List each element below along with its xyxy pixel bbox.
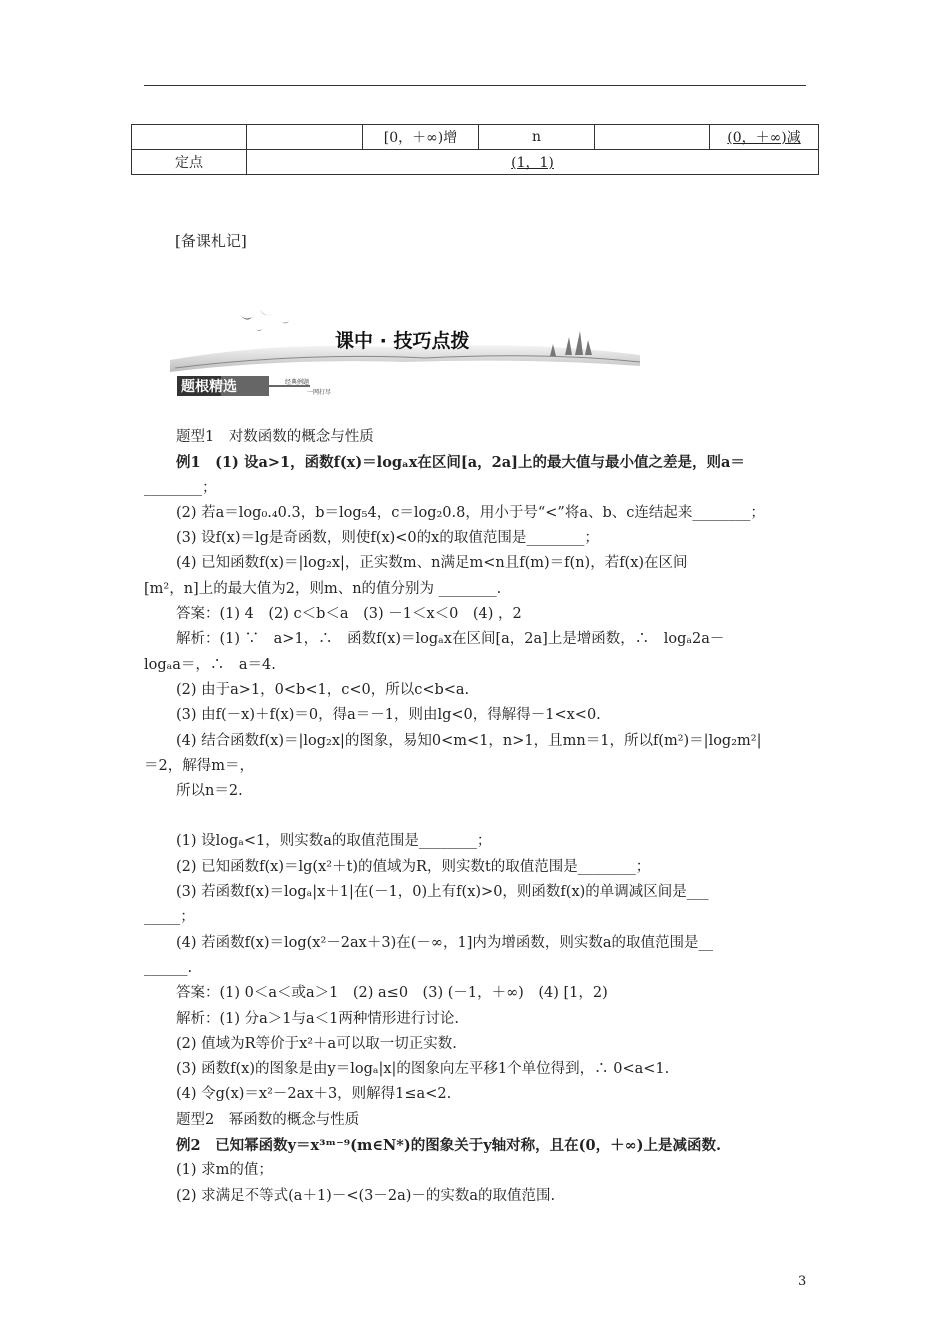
table-row-label: 定点 [132,150,247,175]
text-line: logₐa＝，∴ a＝4. [144,656,276,673]
table-row [132,125,819,150]
text-line: ＝2，解得m＝， [144,757,254,774]
banner-subtitle: 题根精选 [181,379,237,395]
table-cell: n [479,125,595,150]
prep-notes-label: [备课札记] [175,232,247,250]
banner-title: 课中 · 技巧点拨 [335,330,470,352]
birds-icon [240,310,289,331]
table-cell [595,125,710,150]
section-banner [165,300,645,400]
answer-line: 答案：(1) 0＜a＜或a＞1 (2) a≤0 (3) (－1，＋∞) (4) [1，2) [176,985,608,1002]
text-line: ________； [144,479,217,496]
table-cell: (1，1) [247,150,819,175]
analysis-line: 解析：(1) ∵ a>1，∴ 函数f(x)＝logₐx在区间[a，2a]上是增函数，∴ logₐ2a－ [176,631,725,648]
text-line: (3) 若函数f(x)＝logₐ|x＋1|在(－1，0)上有f(x)>0，则函数f(x)的单调减区间是___ [176,884,709,901]
text-line: _____； [144,909,195,926]
banner-tag-1: 经典例题 [285,379,310,386]
text-line: (1) 设logₐ<1，则实数a的取值范围是________； [176,833,492,850]
table-cell [247,125,363,150]
text-line: (2) 由于a>1，0<b<1，c<0，所以c<b<a. [176,681,470,698]
text-line: [m²，n]上的最大值为2，则m、n的值分别为 ________. [144,580,502,597]
page-number: 3 [798,1274,807,1289]
analysis-line: 解析：(1) 分a＞1与a＜1两种情形进行讨论. [176,1010,459,1027]
example-1-line: 例1 (1) 设a>1，函数f(x)＝logₐx在区间[a，2a]上的最大值与最小值之差是，则a＝ [176,454,745,472]
table-row [132,150,819,175]
text-line: (2) 已知函数f(x)＝lg(x²＋t)的值域为R，则实数t的取值范围是________； [176,858,651,875]
text-line: 所以n＝2. [176,783,243,800]
text-line: (2) 若a＝log₀.₄0.3，b＝log₅4，c＝log₂0.8，用小于号“<”将a、b、c连结起来________； [176,504,765,521]
header-rule [144,85,806,86]
properties-table [131,124,819,175]
text-line: (2) 求满足不等式(a＋1)－<(3－2a)－的实数a的取值范围. [176,1187,556,1204]
answer-line: 答案：(1) 4 (2) c＜b＜a (3) －1＜x＜0 (4) ，2 [176,606,522,623]
text-line: (4) 已知函数f(x)＝|log₂x|，正实数m、n满足m<n且f(m)＝f(n)，若f(x)在区间 [176,555,688,572]
table-cell [132,125,247,150]
banner-tag-2: 一网打尽 [307,389,332,396]
heading-type-2: 题型2 幂函数的概念与性质 [176,1111,360,1128]
text-line: (3) 由f(－x)＋f(x)＝0，得a＝－1，则由lg<0，得解得－1<x<0. [176,707,601,724]
text-line: (4) 令g(x)＝x²－2ax＋3，则解得1≤a<2. [176,1086,452,1103]
text-line: (2) 值域为R等价于x²＋a可以取一切正实数. [176,1035,457,1052]
text-line: (3) 设f(x)＝lg是奇函数，则使f(x)<0的x的取值范围是________； [176,530,599,547]
text-line: (4) 若函数f(x)＝log(x²－2ax＋3)在(－∞，1]内为增函数，则实数a的取值范围是__ [176,934,713,951]
example-2-line: 例2 已知幂函数y＝x³ᵐ⁻⁹(m∈N*)的图象关于y轴对称，且在(0，＋∞)上是减函数. [176,1137,722,1155]
table-cell: [0，＋∞)增 [363,125,479,150]
text-line: (3) 函数f(x)的图象是由y＝logₐ|x|的图象向左平移1个单位得到，∴ 0<a<1. [176,1061,670,1078]
text-line: (1) 求m的值； [176,1162,273,1179]
table-cell: (0，＋∞)减 [710,125,819,150]
text-line: (4) 结合函数f(x)＝|log₂x|的图象，易知0<m<1，n>1，且mn＝1，所以f(m²)＝|log₂m²| [176,732,762,749]
text-line: ______. [144,959,193,976]
heading-type-1: 题型1 对数函数的概念与性质 [176,429,374,445]
main-text [144,425,814,1209]
